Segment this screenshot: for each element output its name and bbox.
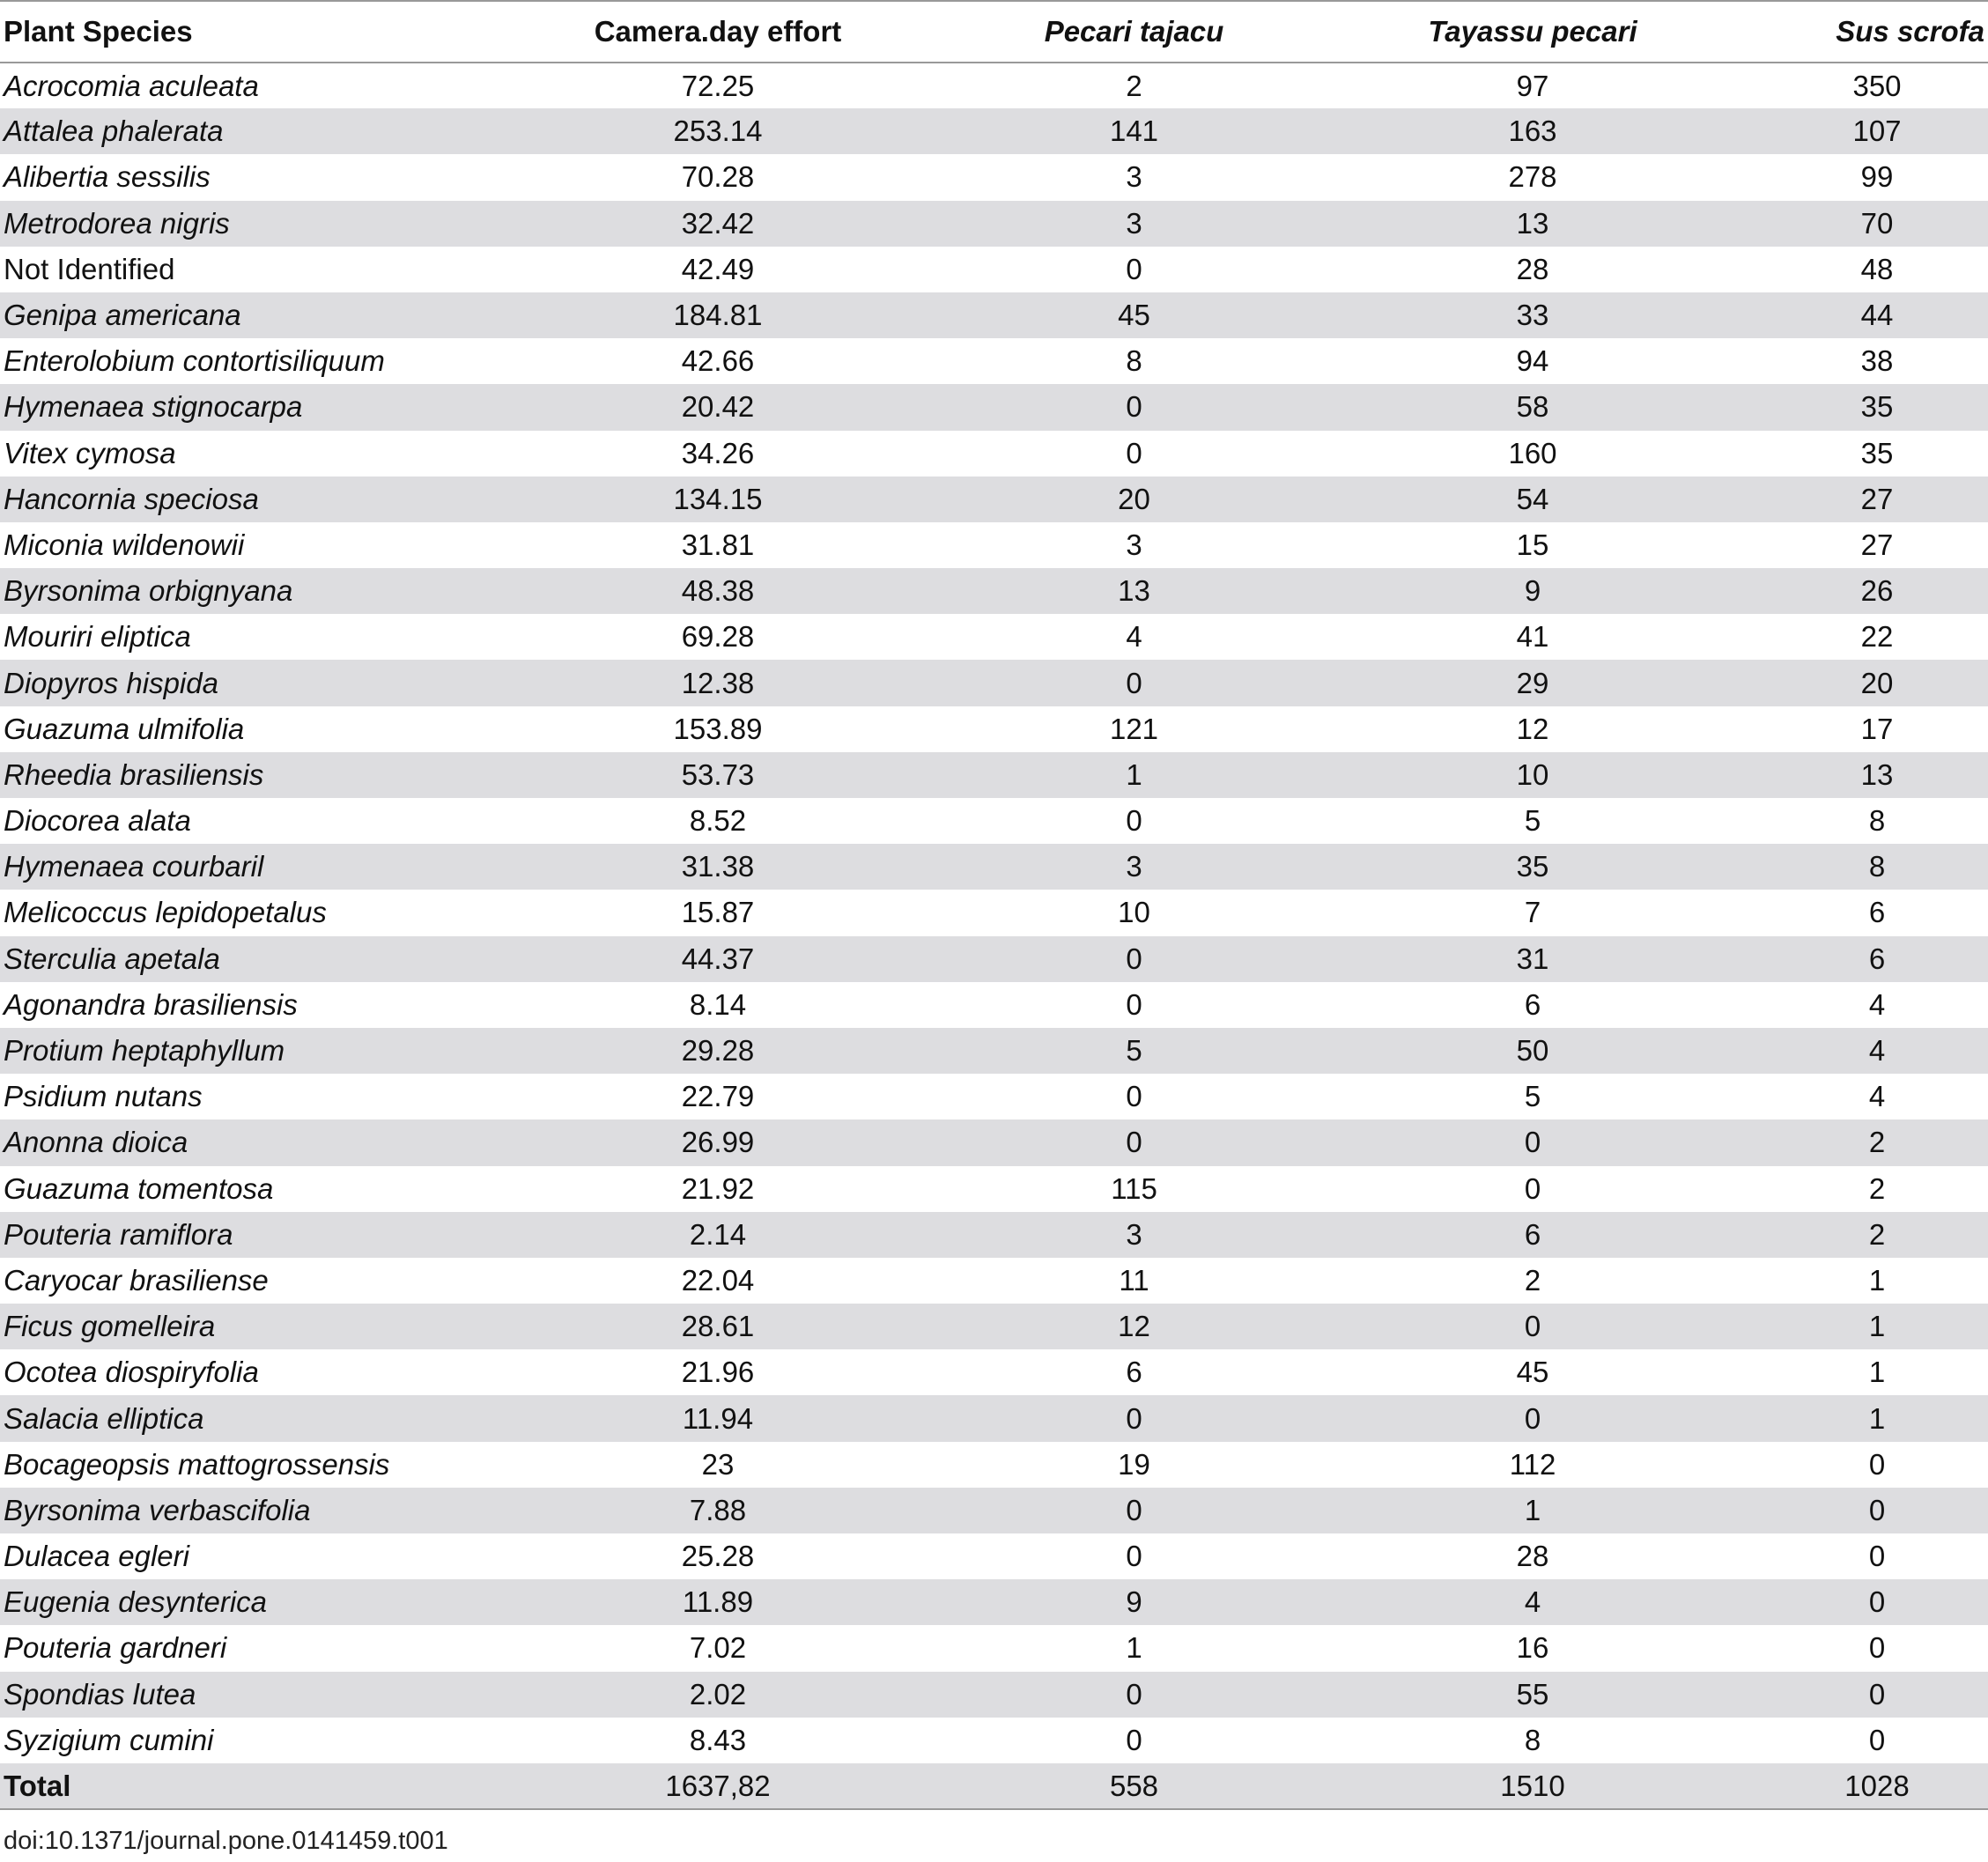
effort-cell: 20.42 <box>493 384 942 430</box>
doi-caption: doi:10.1371/journal.pone.0141459.t001 <box>4 1827 448 1855</box>
sus-scrofa-cell: 8 <box>1740 844 1988 890</box>
table-row <box>0 844 1988 890</box>
effort-cell: 53.73 <box>493 752 942 798</box>
sus-scrofa-cell: 0 <box>1740 1533 1988 1579</box>
sus-scrofa-cell: 0 <box>1740 1442 1988 1488</box>
header-tayassu-pecari: Tayassu pecari <box>1326 1 1740 63</box>
pecari-tajacu-cell: 0 <box>942 798 1326 844</box>
pecari-tajacu-cell: 3 <box>942 201 1326 247</box>
table-row <box>0 292 1988 338</box>
species-cell: Caryocar brasiliense <box>0 1258 493 1304</box>
species-cell: Pouteria ramiflora <box>0 1212 493 1258</box>
species-cell: Mouriri eliptica <box>0 614 493 660</box>
effort-cell: 28.61 <box>493 1304 942 1349</box>
pecari-tajacu-cell: 0 <box>942 1074 1326 1119</box>
table-row <box>0 1488 1988 1533</box>
effort-cell: 8.43 <box>493 1718 942 1763</box>
table-row <box>0 798 1988 844</box>
sus-scrofa-cell: 4 <box>1740 1028 1988 1074</box>
sus-scrofa-cell: 0 <box>1740 1672 1988 1718</box>
tayassu-pecari-cell: 16 <box>1326 1625 1740 1671</box>
table-row <box>0 660 1988 706</box>
effort-cell: 70.28 <box>493 154 942 200</box>
sus-scrofa-cell: 20 <box>1740 660 1988 706</box>
tayassu-pecari-cell: 28 <box>1326 247 1740 292</box>
species-cell: Not Identified <box>0 247 493 292</box>
effort-cell: 23 <box>493 1442 942 1488</box>
sus-scrofa-cell: 0 <box>1740 1488 1988 1533</box>
effort-cell: 72.25 <box>493 63 942 108</box>
species-cell: Hymenaea courbaril <box>0 844 493 890</box>
species-cell: Psidium nutans <box>0 1074 493 1119</box>
table-row <box>0 1304 1988 1349</box>
tayassu-pecari-cell: 5 <box>1326 1074 1740 1119</box>
table-row <box>0 384 1988 430</box>
header-plant-species: Plant Species <box>0 1 493 63</box>
table-row <box>0 431 1988 477</box>
sus-scrofa-cell: 99 <box>1740 154 1988 200</box>
species-cell: Rheedia brasiliensis <box>0 752 493 798</box>
table-row <box>0 1119 1988 1165</box>
pecari-tajacu-cell: 1 <box>942 752 1326 798</box>
species-cell: Alibertia sessilis <box>0 154 493 200</box>
effort-cell: 31.38 <box>493 844 942 890</box>
tayassu-pecari-cell: 5 <box>1326 798 1740 844</box>
tayassu-pecari-cell: 28 <box>1326 1533 1740 1579</box>
sus-scrofa-cell: 2 <box>1740 1119 1988 1165</box>
table-row <box>0 477 1988 522</box>
sus-scrofa-cell: 6 <box>1740 890 1988 935</box>
species-cell: Sterculia apetala <box>0 936 493 982</box>
sus-scrofa-cell: 0 <box>1740 1625 1988 1671</box>
table-row <box>0 752 1988 798</box>
pecari-tajacu-cell: 6 <box>942 1349 1326 1395</box>
sus-scrofa-cell: 4 <box>1740 1074 1988 1119</box>
total-label: Total <box>0 1763 493 1809</box>
table-row <box>0 936 1988 982</box>
effort-cell: 32.42 <box>493 201 942 247</box>
sus-scrofa-cell: 13 <box>1740 752 1988 798</box>
pecari-tajacu-cell: 11 <box>942 1258 1326 1304</box>
tayassu-pecari-cell: 58 <box>1326 384 1740 430</box>
effort-cell: 184.81 <box>493 292 942 338</box>
species-cell: Byrsonima verbascifolia <box>0 1488 493 1533</box>
effort-cell: 29.28 <box>493 1028 942 1074</box>
effort-cell: 26.99 <box>493 1119 942 1165</box>
sus-scrofa-cell: 2 <box>1740 1212 1988 1258</box>
sus-scrofa-cell: 1 <box>1740 1395 1988 1441</box>
effort-cell: 15.87 <box>493 890 942 935</box>
sus-scrofa-cell: 27 <box>1740 522 1988 568</box>
table-row <box>0 154 1988 200</box>
effort-cell: 12.38 <box>493 660 942 706</box>
table-row <box>0 1718 1988 1763</box>
table-row <box>0 1442 1988 1488</box>
tayassu-pecari-cell: 8 <box>1326 1718 1740 1763</box>
species-cell: Diopyros hispida <box>0 660 493 706</box>
pecari-tajacu-cell: 0 <box>942 936 1326 982</box>
sus-scrofa-cell: 26 <box>1740 568 1988 614</box>
pecari-tajacu-cell: 13 <box>942 568 1326 614</box>
sus-scrofa-cell: 22 <box>1740 614 1988 660</box>
tayassu-pecari-cell: 0 <box>1326 1166 1740 1212</box>
tayassu-pecari-cell: 13 <box>1326 201 1740 247</box>
table-row <box>0 1028 1988 1074</box>
species-cell: Bocageopsis mattogrossensis <box>0 1442 493 1488</box>
pecari-tajacu-cell: 2 <box>942 63 1326 108</box>
species-cell: Attalea phalerata <box>0 108 493 154</box>
tayassu-pecari-cell: 50 <box>1326 1028 1740 1074</box>
table-row <box>0 108 1988 154</box>
sus-scrofa-cell: 70 <box>1740 201 1988 247</box>
sus-scrofa-cell: 27 <box>1740 477 1988 522</box>
header-sus-scrofa: Sus scrofa <box>1740 1 1988 63</box>
pecari-tajacu-cell: 0 <box>942 1488 1326 1533</box>
effort-cell: 8.52 <box>493 798 942 844</box>
species-cell: Spondias lutea <box>0 1672 493 1718</box>
pecari-tajacu-cell: 0 <box>942 660 1326 706</box>
tayassu-pecari-cell: 55 <box>1326 1672 1740 1718</box>
effort-cell: 11.94 <box>493 1395 942 1441</box>
effort-cell: 22.04 <box>493 1258 942 1304</box>
effort-cell: 2.14 <box>493 1212 942 1258</box>
sus-scrofa-cell: 1 <box>1740 1304 1988 1349</box>
sus-scrofa-cell: 6 <box>1740 936 1988 982</box>
sus-scrofa-cell: 1 <box>1740 1258 1988 1304</box>
table-row <box>0 247 1988 292</box>
sus-scrofa-cell: 17 <box>1740 706 1988 752</box>
sus-scrofa-cell: 48 <box>1740 247 1988 292</box>
table-row <box>0 1625 1988 1671</box>
tayassu-pecari-cell: 41 <box>1326 614 1740 660</box>
table-row <box>0 1579 1988 1625</box>
species-cell: Metrodorea nigris <box>0 201 493 247</box>
table-row <box>0 1395 1988 1441</box>
tayassu-pecari-cell: 15 <box>1326 522 1740 568</box>
tayassu-pecari-cell: 33 <box>1326 292 1740 338</box>
effort-cell: 42.66 <box>493 338 942 384</box>
tayassu-pecari-cell: 9 <box>1326 568 1740 614</box>
sus-scrofa-cell: 35 <box>1740 431 1988 477</box>
tayassu-pecari-cell: 1 <box>1326 1488 1740 1533</box>
effort-cell: 2.02 <box>493 1672 942 1718</box>
tayassu-pecari-cell: 7 <box>1326 890 1740 935</box>
pecari-tajacu-cell: 0 <box>942 247 1326 292</box>
total-effort-cell: 1637,82 <box>493 1763 942 1809</box>
effort-cell: 44.37 <box>493 936 942 982</box>
species-cell: Hymenaea stignocarpa <box>0 384 493 430</box>
species-cell: Guazuma ulmifolia <box>0 706 493 752</box>
species-cell: Guazuma tomentosa <box>0 1166 493 1212</box>
tayassu-pecari-cell: 29 <box>1326 660 1740 706</box>
table-row <box>0 63 1988 108</box>
tayassu-pecari-cell: 54 <box>1326 477 1740 522</box>
pecari-tajacu-cell: 3 <box>942 522 1326 568</box>
sus-scrofa-cell: 1 <box>1740 1349 1988 1395</box>
species-cell: Melicoccus lepidopetalus <box>0 890 493 935</box>
species-cell: Genipa americana <box>0 292 493 338</box>
pecari-tajacu-cell: 121 <box>942 706 1326 752</box>
pecari-tajacu-cell: 0 <box>942 1395 1326 1441</box>
sus-scrofa-cell: 107 <box>1740 108 1988 154</box>
species-cell: Ficus gomelleira <box>0 1304 493 1349</box>
tayassu-pecari-cell: 163 <box>1326 108 1740 154</box>
table-row <box>0 614 1988 660</box>
tayassu-pecari-cell: 97 <box>1326 63 1740 108</box>
effort-cell: 21.92 <box>493 1166 942 1212</box>
pecari-tajacu-cell: 115 <box>942 1166 1326 1212</box>
pecari-tajacu-cell: 0 <box>942 1119 1326 1165</box>
effort-cell: 153.89 <box>493 706 942 752</box>
tayassu-pecari-cell: 0 <box>1326 1395 1740 1441</box>
effort-cell: 25.28 <box>493 1533 942 1579</box>
tayassu-pecari-cell: 0 <box>1326 1119 1740 1165</box>
pecari-tajacu-cell: 3 <box>942 154 1326 200</box>
species-cell: Salacia elliptica <box>0 1395 493 1441</box>
pecari-tajacu-cell: 45 <box>942 292 1326 338</box>
tayassu-pecari-cell: 4 <box>1326 1579 1740 1625</box>
tayassu-pecari-cell: 6 <box>1326 1212 1740 1258</box>
sus-scrofa-cell: 4 <box>1740 982 1988 1028</box>
pecari-tajacu-cell: 3 <box>942 1212 1326 1258</box>
tayassu-pecari-cell: 94 <box>1326 338 1740 384</box>
sus-scrofa-cell: 350 <box>1740 63 1988 108</box>
sus-scrofa-cell: 35 <box>1740 384 1988 430</box>
effort-cell: 31.81 <box>493 522 942 568</box>
effort-cell: 11.89 <box>493 1579 942 1625</box>
pecari-tajacu-cell: 0 <box>942 384 1326 430</box>
total-row <box>0 1763 1988 1809</box>
tayassu-pecari-cell: 10 <box>1326 752 1740 798</box>
species-cell: Enterolobium contortisiliquum <box>0 338 493 384</box>
species-cell: Hancornia speciosa <box>0 477 493 522</box>
table-row <box>0 1074 1988 1119</box>
header-pecari-tajacu: Pecari tajacu <box>942 1 1326 63</box>
sus-scrofa-cell: 0 <box>1740 1579 1988 1625</box>
tayassu-pecari-cell: 0 <box>1326 1304 1740 1349</box>
effort-cell: 34.26 <box>493 431 942 477</box>
table-row <box>0 1166 1988 1212</box>
pecari-tajacu-cell: 0 <box>942 1718 1326 1763</box>
effort-cell: 7.02 <box>493 1625 942 1671</box>
table-row <box>0 338 1988 384</box>
table-row <box>0 201 1988 247</box>
effort-cell: 7.88 <box>493 1488 942 1533</box>
table-row <box>0 1349 1988 1395</box>
table-row <box>0 890 1988 935</box>
table-row <box>0 522 1988 568</box>
sus-scrofa-cell: 38 <box>1740 338 1988 384</box>
species-cell: Pouteria gardneri <box>0 1625 493 1671</box>
effort-cell: 134.15 <box>493 477 942 522</box>
table-row <box>0 1672 1988 1718</box>
effort-cell: 253.14 <box>493 108 942 154</box>
species-cell: Eugenia desynterica <box>0 1579 493 1625</box>
effort-cell: 42.49 <box>493 247 942 292</box>
effort-cell: 21.96 <box>493 1349 942 1395</box>
pecari-tajacu-cell: 0 <box>942 1533 1326 1579</box>
species-cell: Anonna dioica <box>0 1119 493 1165</box>
species-cell: Agonandra brasiliensis <box>0 982 493 1028</box>
species-cell: Protium heptaphyllum <box>0 1028 493 1074</box>
total-pecari-tajacu-cell: 558 <box>942 1763 1326 1809</box>
pecari-tajacu-cell: 9 <box>942 1579 1326 1625</box>
tayassu-pecari-cell: 6 <box>1326 982 1740 1028</box>
pecari-tajacu-cell: 0 <box>942 1672 1326 1718</box>
pecari-tajacu-cell: 8 <box>942 338 1326 384</box>
pecari-tajacu-cell: 12 <box>942 1304 1326 1349</box>
tayassu-pecari-cell: 278 <box>1326 154 1740 200</box>
species-cell: Miconia wildenowii <box>0 522 493 568</box>
sus-scrofa-cell: 2 <box>1740 1166 1988 1212</box>
table-row <box>0 982 1988 1028</box>
header-row <box>0 1 1988 63</box>
effort-cell: 8.14 <box>493 982 942 1028</box>
table-row <box>0 706 1988 752</box>
species-cell: Dulacea egleri <box>0 1533 493 1579</box>
species-cell: Diocorea alata <box>0 798 493 844</box>
tayassu-pecari-cell: 112 <box>1326 1442 1740 1488</box>
table-row <box>0 568 1988 614</box>
header-camera-day-effort: Camera.day effort <box>493 1 942 63</box>
species-cell: Vitex cymosa <box>0 431 493 477</box>
pecari-tajacu-cell: 4 <box>942 614 1326 660</box>
species-cell: Acrocomia aculeata <box>0 63 493 108</box>
table-row <box>0 1212 1988 1258</box>
pecari-tajacu-cell: 19 <box>942 1442 1326 1488</box>
pecari-tajacu-cell: 20 <box>942 477 1326 522</box>
species-cell: Byrsonima orbignyana <box>0 568 493 614</box>
tayassu-pecari-cell: 160 <box>1326 431 1740 477</box>
tayassu-pecari-cell: 12 <box>1326 706 1740 752</box>
pecari-tajacu-cell: 1 <box>942 1625 1326 1671</box>
pecari-tajacu-cell: 141 <box>942 108 1326 154</box>
species-cell: Ocotea diospiryfolia <box>0 1349 493 1395</box>
tayassu-pecari-cell: 35 <box>1326 844 1740 890</box>
total-sus-scrofa-cell: 1028 <box>1740 1763 1988 1809</box>
effort-cell: 69.28 <box>493 614 942 660</box>
effort-cell: 22.79 <box>493 1074 942 1119</box>
pecari-tajacu-cell: 5 <box>942 1028 1326 1074</box>
tayassu-pecari-cell: 31 <box>1326 936 1740 982</box>
table-row <box>0 1533 1988 1579</box>
sus-scrofa-cell: 8 <box>1740 798 1988 844</box>
species-cell: Syzigium cumini <box>0 1718 493 1763</box>
sus-scrofa-cell: 44 <box>1740 292 1988 338</box>
sus-scrofa-cell: 0 <box>1740 1718 1988 1763</box>
tayassu-pecari-cell: 2 <box>1326 1258 1740 1304</box>
pecari-tajacu-cell: 0 <box>942 982 1326 1028</box>
total-tayassu-pecari-cell: 1510 <box>1326 1763 1740 1809</box>
tayassu-pecari-cell: 45 <box>1326 1349 1740 1395</box>
effort-cell: 48.38 <box>493 568 942 614</box>
pecari-tajacu-cell: 10 <box>942 890 1326 935</box>
pecari-tajacu-cell: 0 <box>942 431 1326 477</box>
table-row <box>0 1258 1988 1304</box>
pecari-tajacu-cell: 3 <box>942 844 1326 890</box>
